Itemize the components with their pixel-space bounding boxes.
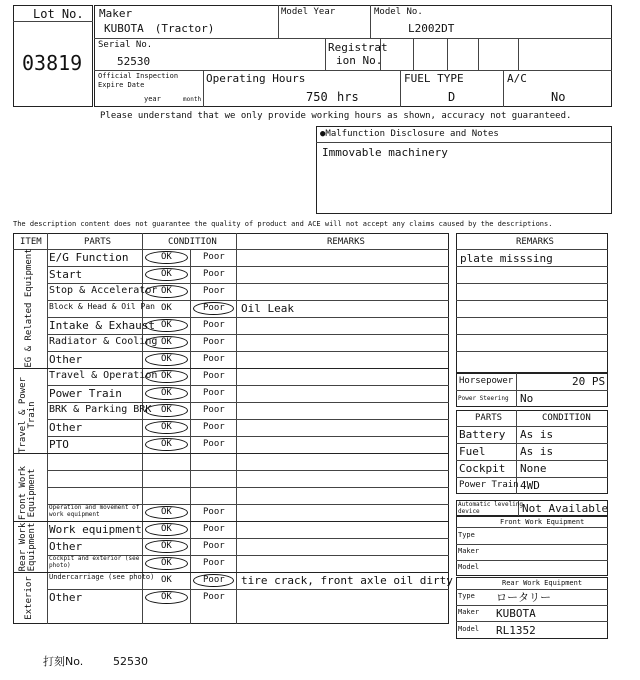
ok-circle-icon [145, 591, 188, 604]
condition-header: CONDITION [542, 413, 591, 423]
row-part: Other [49, 421, 83, 434]
month-label: month [183, 96, 202, 103]
row-divider [47, 283, 449, 284]
row-divider [47, 385, 449, 386]
ok-circle-icon [145, 387, 188, 400]
ok-circle-icon [145, 506, 188, 519]
fuel-label: FUEL TYPE [404, 72, 464, 85]
model-no-value: L2002DT [408, 22, 455, 35]
malfunction-box [316, 126, 612, 214]
inspection-label-1: Official Inspection [98, 72, 179, 80]
row-part: Cockpit and exterior (see photo) [49, 555, 140, 569]
row-part: Power Train [49, 387, 122, 400]
ok-circle-icon [145, 557, 188, 570]
ok-mark: OK [161, 371, 172, 381]
notice-text: Please understand that we only provide working hours as shown, accuracy not guaranteed. [100, 111, 572, 121]
row-part: Block & Head & Oil Pan [49, 302, 155, 311]
rear-equipment-header: Rear Work Equipment [502, 579, 583, 587]
fuel-value: D [448, 90, 456, 104]
row-part: BRK & Parking BRK [49, 404, 152, 415]
header-condition: CONDITION [168, 237, 217, 247]
ok-mark: OK [161, 405, 172, 415]
header-remarks: REMARKS [327, 237, 365, 247]
poor-mark: Poor [203, 422, 225, 432]
ok-circle-icon [145, 251, 188, 264]
rear-maker-label: Maker [458, 608, 480, 616]
row-remark: tire crack, front axle oil dirty [241, 574, 453, 587]
ok-mark: OK [161, 252, 172, 262]
poor-mark: Poor [203, 371, 225, 381]
poor-mark: Poor [203, 286, 225, 296]
ok-mark: OK [161, 592, 172, 602]
maker-value: KUBOTA (Tractor) [104, 22, 215, 35]
row-divider [47, 589, 449, 590]
poor-mark: Poor [203, 320, 225, 330]
poor-mark: Poor [203, 252, 225, 262]
row-divider [47, 436, 449, 437]
auto-leveling-label-2: device [458, 508, 480, 515]
poor-mark: Poor [203, 303, 225, 313]
ok-circle-icon [145, 421, 188, 434]
malfunction-title: ●Malfunction Disclosure and Notes [320, 129, 499, 139]
front-equipment-header: Front Work Equipment [500, 518, 585, 526]
right-part-condition: None [520, 462, 547, 475]
poor-circle-icon [193, 302, 234, 315]
row-divider [47, 334, 449, 335]
row-remark: Oil Leak [241, 302, 294, 315]
inspection-label-2: Expire Date [98, 81, 145, 89]
stamp-label: 打刻No. [43, 655, 84, 668]
ok-mark: OK [161, 269, 172, 279]
ok-mark: OK [161, 575, 172, 585]
ok-mark: OK [161, 320, 172, 330]
hours-label: Operating Hours [206, 72, 306, 85]
row-divider [47, 317, 449, 318]
ok-mark: OK [161, 286, 172, 296]
right-part-name: Battery [459, 428, 506, 441]
row-part: Other [49, 540, 83, 553]
poor-mark: Poor [203, 575, 225, 585]
ok-mark: OK [161, 388, 172, 398]
front-maker-label: Maker [458, 547, 480, 555]
ok-circle-icon [145, 268, 188, 281]
poor-mark: Poor [203, 388, 225, 398]
right-remark-1: plate misssing [460, 252, 553, 265]
poor-circle-icon [193, 574, 234, 587]
row-divider [47, 402, 449, 403]
registration-label-1: Registrat [328, 41, 388, 54]
horsepower-label: Horsepower [459, 376, 514, 386]
ok-mark: OK [161, 354, 172, 364]
model-no-label: Model No. [374, 7, 423, 17]
model-year-label: Model Year [281, 7, 336, 17]
row-divider [47, 351, 449, 352]
power-steering-value: No [520, 392, 534, 405]
serial-value: 52530 [117, 55, 151, 68]
poor-mark: Poor [203, 405, 225, 415]
group-eg: EG & Related Equipment [24, 248, 34, 368]
registration-label-2: ion No. [336, 54, 383, 67]
ok-mark: OK [161, 337, 172, 347]
poor-mark: Poor [203, 558, 225, 568]
header-parts: PARTS [84, 237, 112, 247]
row-part: E/G Function [49, 251, 129, 264]
power-steering-label: Power Steering [458, 395, 509, 402]
poor-mark: Poor [203, 269, 225, 279]
ok-circle-icon [145, 404, 188, 417]
poor-mark: Poor [203, 524, 225, 534]
rear-type-label: Type [458, 592, 475, 600]
front-model-label: Model [458, 563, 480, 571]
auto-leveling-label-1: Automatic leveling [458, 501, 524, 508]
ac-value: No [551, 90, 566, 104]
row-divider [47, 487, 449, 488]
stamp-value: 52530 [113, 655, 148, 668]
row-part: Radiator & Cooling [49, 336, 158, 347]
right-part-name: Cockpit [459, 462, 506, 475]
group-travel: Travel & Power Train [18, 377, 38, 453]
row-part: Undercarriage (see photo) [49, 573, 155, 581]
serial-label: Serial No. [98, 40, 153, 50]
rear-model-value: RL1352 [496, 624, 536, 637]
parts-header: PARTS [475, 413, 503, 423]
poor-mark: Poor [203, 337, 225, 347]
ac-label: A/C [507, 72, 527, 85]
row-part: Operation and movement of work equipment [49, 504, 140, 518]
disclaimer-text: The description content does not guarantee the quality of product and ACE will not accept any claims caused by the descriptions. [13, 220, 553, 228]
row-part: Stop & Accelerator [49, 285, 158, 296]
maker-label: Maker [99, 7, 133, 20]
ok-mark: OK [161, 558, 172, 568]
ok-circle-icon [145, 319, 188, 332]
auto-leveling-value: Not Available [522, 502, 609, 515]
right-part-condition: As is [520, 445, 554, 458]
ok-circle-icon [145, 285, 188, 298]
row-divider [47, 470, 449, 471]
hours-value: 750 [306, 90, 328, 104]
hours-unit: hrs [337, 90, 359, 104]
right-part-condition: 4WD [520, 479, 540, 492]
row-part: Work equipment [49, 523, 142, 536]
ok-mark: OK [161, 541, 172, 551]
ok-circle-icon [145, 540, 188, 553]
right-part-name: Power Train [459, 480, 519, 490]
group-front: Front Work Equipment [18, 465, 38, 521]
ok-mark: OK [161, 303, 172, 313]
ok-circle-icon [145, 353, 188, 366]
ok-circle-icon [145, 370, 188, 383]
horsepower-value: 20 PS [572, 375, 606, 388]
row-part: Intake & Exhaust [49, 319, 155, 332]
row-divider [47, 300, 449, 301]
year-label: year [144, 95, 161, 103]
lot-number: 03819 [22, 51, 83, 75]
poor-mark: Poor [203, 592, 225, 602]
row-part: PTO [49, 438, 69, 451]
row-part: Travel & Operation [49, 370, 158, 381]
ok-mark: OK [161, 524, 172, 534]
poor-mark: Poor [203, 354, 225, 364]
header-item: ITEM [20, 237, 42, 247]
row-divider [47, 538, 449, 539]
rear-type-value: ロータリー [496, 591, 551, 604]
rear-maker-value: KUBOTA [496, 607, 536, 620]
right-part-name: Fuel [459, 445, 486, 458]
ok-circle-icon [145, 523, 188, 536]
poor-mark: Poor [203, 507, 225, 517]
right-remarks-header: REMARKS [516, 237, 554, 247]
right-part-condition: As is [520, 428, 554, 441]
group-rear: Rear Work Equipment [18, 522, 38, 572]
ok-mark: OK [161, 422, 172, 432]
front-type-label: Type [458, 531, 475, 539]
row-divider [47, 266, 449, 267]
malfunction-text: Immovable machinery [322, 146, 448, 159]
lot-label: Lot No. [33, 7, 84, 21]
row-part: Other [49, 353, 83, 366]
poor-mark: Poor [203, 541, 225, 551]
ok-circle-icon [145, 336, 188, 349]
ok-circle-icon [145, 438, 188, 451]
ok-mark: OK [161, 439, 172, 449]
ok-mark: OK [161, 507, 172, 517]
poor-mark: Poor [203, 439, 225, 449]
rear-model-label: Model [458, 625, 480, 633]
row-part: Start [49, 268, 83, 281]
row-part: Other [49, 591, 83, 604]
row-divider [47, 419, 449, 420]
group-exterior: Exterior [24, 576, 34, 620]
